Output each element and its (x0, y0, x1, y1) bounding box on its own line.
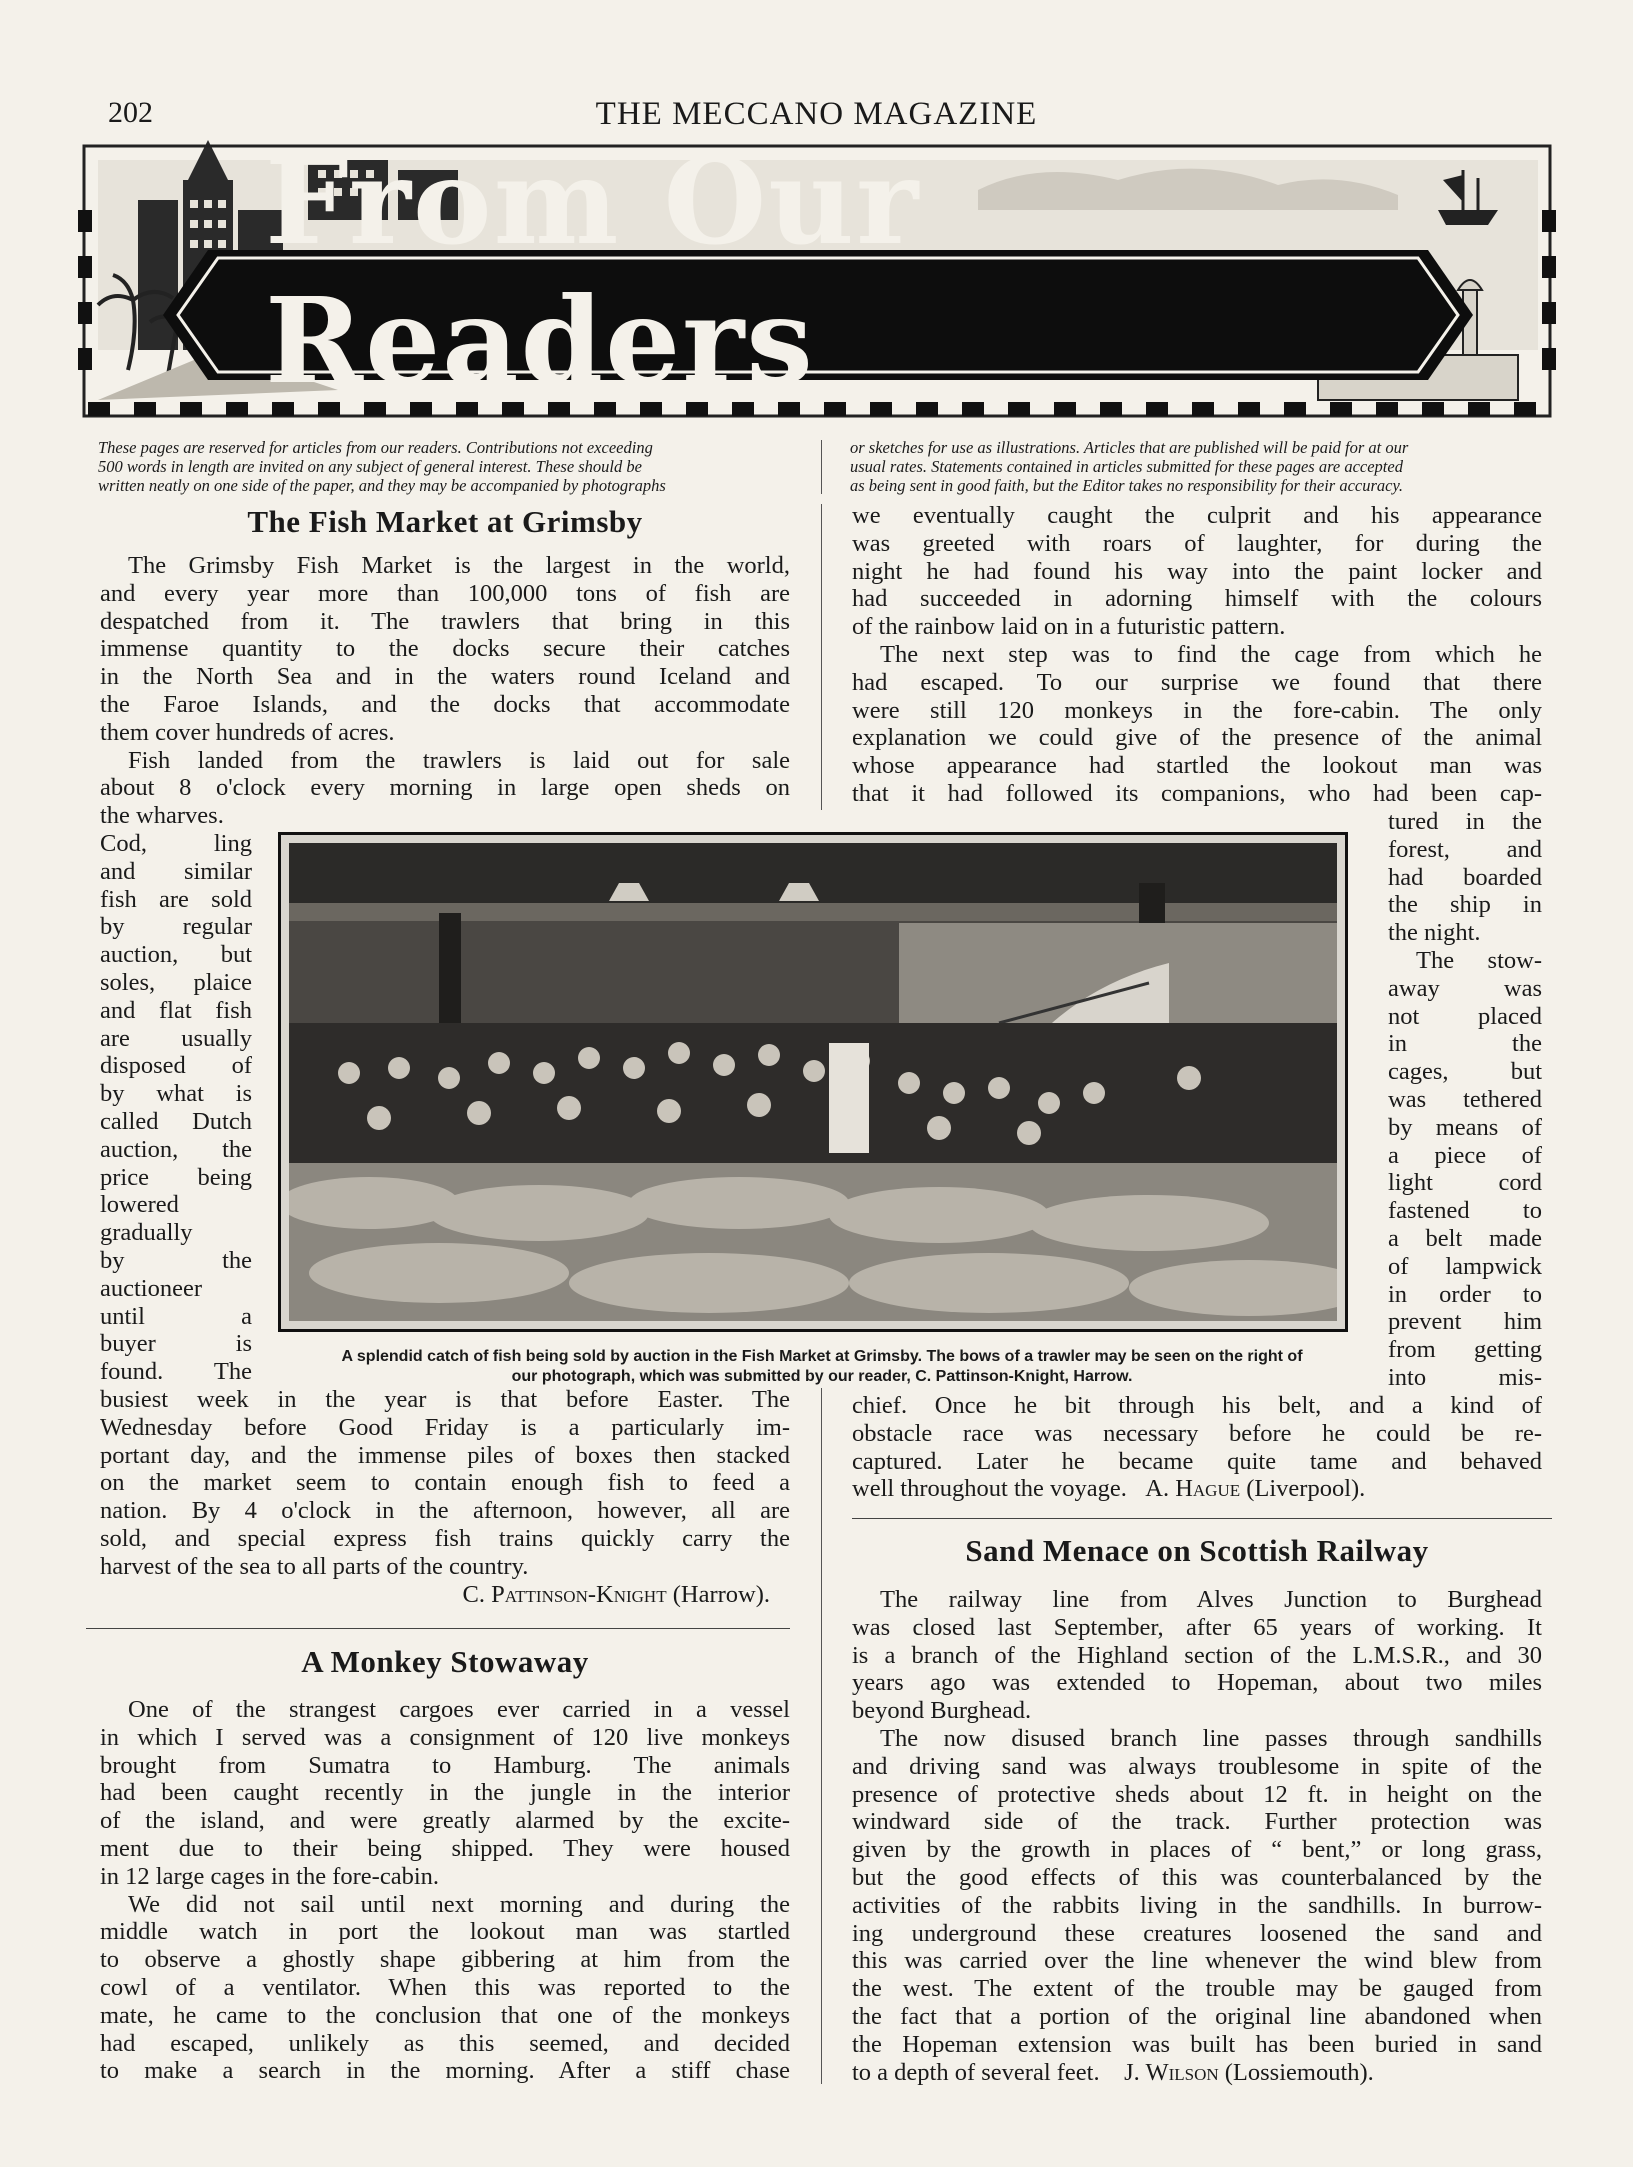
editorial-note-right: or sketches for use as illustrations. Articles that are published will be paid for at our usual rates. Statements contained in articles submitted for these pages are accepted as being sent in good faith, but the Editor takes no responsibility for their accuracy. (850, 438, 1409, 495)
monkey-stowaway-text-right-bottom: chief. Once he bit through his belt, and a kind of obstacle race was necessary before he could be re- captured. Later he became quite tame and behaved well throughout the voyage. A. Hague (Liverpool). (852, 1392, 1542, 1503)
section-divider-left (86, 1628, 790, 1629)
column-divider-bottom (821, 1388, 822, 2084)
article-title-sand-menace: Sand Menace on Scottish Railway (965, 1533, 1429, 1568)
fish-market-text-top: The Grimsby Fish Market is the largest in the world, and every year more than 100,000 tons of fish are despatched from it. The trawlers that bring in this immense quantity to the docks secure their catches in the North Sea and in the waters round Iceland and the Faroe Islands, and the docks that accommodate them cover hundreds of acres. Fish landed from the trawlers is laid out for sale about 8 o'clock every morning in large open sheds on the wharves. (100, 552, 790, 830)
page-number: 202 (108, 96, 153, 129)
editorial-note-left: These pages are reserved for articles from our readers. Contributions not exceeding 500 words in length are invited on any subject of general interest. These should be written neatly on one side of the paper, and they may be accompanied by photographs (98, 438, 666, 495)
monkey-stowaway-text-narrow: tured in the forest, and had boarded the ship in the night. The stow- away was not placed in the cages, but was tethered by means of a piece of light cord fastened to a belt made of lampwick in order to prevent him from getting into mis- (1388, 808, 1542, 1391)
fish-market-photo (278, 832, 1348, 1332)
monkey-stowaway-text-left: One of the strangest cargoes ever carried in a vessel in which I served was a consignment of 120 live monkeys brought from Sumatra to Hamburg. The animals had been caught recently in the jungle in the interior of the island, and were greatly alarmed by the excite- ment due to their being shipped. They were housed in 12 large cages in the fore-cabin. We did not sail until next morning and during the middle watch in port the lookout man was startled to observe a ghostly shape gibbering at him from the cowl of a ventilator. When this was reported to the mate, he came to the conclusion that one of the monkeys had escaped, unlikely as this seemed, and decided to make a search in the morning. After a stiff chase (100, 1696, 790, 2085)
fish-market-signature: C. Pattinson-Knight (Harrow). (462, 1580, 770, 1608)
monkey-stowaway-text-right-top: we eventually caught the culprit and his appearance was greeted with roars of laughter, for during the night he had found his way into the paint locker and had succeeded in adorning himself with the colours of the rainbow laid on in a futuristic pattern. The next step was to find the cage from which he had escaped. To our surprise we found that there were still 120 monkeys in the fore-cabin. The only explanation we could give of the presence of the animal whose appearance had startled the lookout man was that it had followed its companions, who had been cap- (852, 502, 1542, 807)
monkey-stowaway-signature: well throughout the voyage. A. Hague (Liverpool). (852, 1475, 1366, 1503)
article-title-fish-market: The Fish Market at Grimsby (247, 504, 643, 539)
section-divider-right (852, 1518, 1552, 1519)
column-divider-top (821, 504, 822, 810)
photo-caption: A splendid catch of fish being sold by auction in the Fish Market at Grimsby. The bows of a trawler may be seen on the right of our photograph, which was submitted by our reader, C. Pattinson-Knight, Harrow. (341, 1348, 1303, 1385)
sand-menace-signature: to a depth of several feet. J. Wilson (Lossiemouth). (852, 2058, 1374, 2086)
fish-market-text-narrow: Cod, ling and similar fish are sold by regular auction, but soles, plaice and flat fish are usually disposed of by what is called Dutch auction, the price being lowered gradually by the auctioneer until a buyer is found. The (100, 830, 252, 1386)
running-head: THE MECCANO MAGAZINE (595, 96, 1038, 132)
article-title-monkey-stowaway: A Monkey Stowaway (301, 1644, 589, 1679)
note-divider (821, 440, 822, 494)
photo-illustration (289, 843, 1337, 1321)
banner-title: From Our Readers (265, 132, 921, 410)
sand-menace-text: The railway line from Alves Junction to Burghead was closed last September, after 65 years of working. It is a branch of the Highland section of the L.M.S.R., and 30 years ago was extended to Hopeman, about two miles beyond Burghead. The now disused branch line passes through sandhills and driving sand was always troublesome in spite of the presence of protective sheds about 12 ft. in height on the windward side of the track. Further protection was given by the growth in places of “ bent,” or long grass, but the good effects of this was counterbalanced by the activities of the rabbits living in the sandhills. In burrow- ing underground these creatures loosened the sand and this was carried over the line whenever the wind blew from the west. The extent of the trouble may be gauged from the fact that a portion of the original line abandoned when the Hopeman extension was built has been buried in sand to a depth of several feet. J. Wilson (Lossiemouth). (852, 1586, 1542, 2086)
fish-market-text-bottom: busiest week in the year is that before Easter. The Wednesday before Good Friday is a particularly im- portant day, and the immense piles of boxes then stacked on the market seem to contain enough fish to feed a nation. By 4 o'clock in the afternoon, however, all are sold, and special express fish trains quickly carry the harvest of the sea to all parts of the country. C. Pattinson-Knight (Harrow). (100, 1386, 790, 1608)
